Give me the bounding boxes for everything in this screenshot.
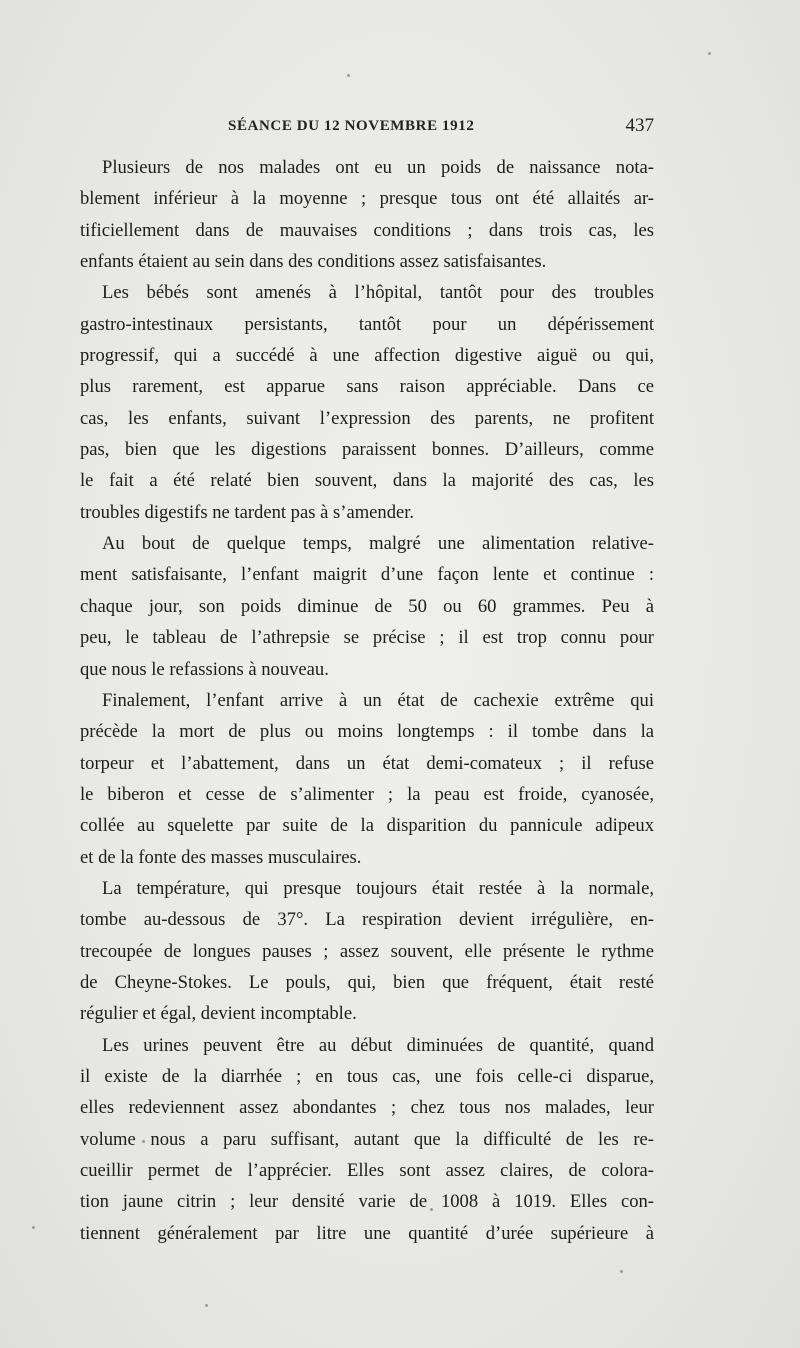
text-line: que nous le refassions à nouveau. <box>80 658 329 680</box>
text-line: Au bout de quelque temps, malgré une alimentation relative- <box>102 533 654 555</box>
text-line: tion jaune citrin ; leur densité varie de 1008 à 1019. Elles con- <box>80 1191 654 1213</box>
text-line: volume nous a paru suffisant, autant que la difficulté de les re- <box>80 1128 654 1150</box>
text-line: blement inférieur à la moyenne ; presque tous ont été allaités ar- <box>80 188 654 210</box>
text-line: il existe de la diarrhée ; en tous cas, une fois celle-ci disparue, <box>80 1065 654 1087</box>
text-line: de Cheyne-Stokes. Le pouls, qui, bien que fréquent, était resté <box>80 971 654 993</box>
text-line: plus rarement, est apparue sans raison appréciable. Dans ce <box>80 376 654 398</box>
text-line: tificiellement dans de mauvaises conditions ; dans trois cas, les <box>80 219 654 241</box>
text-line: tiennent généralement par litre une quantité d’urée supérieure à <box>80 1222 654 1244</box>
text-line: Plusieurs de nos malades ont eu un poids de naissance nota- <box>102 157 654 178</box>
text-line: gastro-intestinaux persistants, tantôt pour un dépérissement <box>80 313 654 335</box>
text-line: le fait a été relaté bien souvent, dans la majorité des cas, les <box>80 470 654 492</box>
text-line: précède la mort de plus ou moins longtemps : il tombe dans la <box>80 721 654 743</box>
text-line: collée au squelette par suite de la disparition du pannicule adipeux <box>80 815 654 837</box>
running-title: SÉANCE DU 12 NOVEMBRE 1912 <box>228 118 475 134</box>
text-line: progressif, qui a succédé à une affection digestive aiguë ou qui, <box>80 345 654 367</box>
text-line: tombe au-dessous de 37°. La respiration devient irrégulière, en- <box>80 909 654 931</box>
text-line: torpeur et l’abattement, dans un état demi-comateux ; il refuse <box>80 752 654 774</box>
running-header <box>80 115 654 144</box>
text-line: La température, qui presque toujours était restée à la normale, <box>102 877 654 899</box>
text-line: peu, le tableau de l’athrepsie se précise ; il est trop connu pour <box>80 627 654 649</box>
body-text <box>80 152 654 1249</box>
text-line: troubles digestifs ne tardent pas à s’amender. <box>80 501 415 523</box>
text-line: pas, bien que les digestions paraissent bonnes. D’ailleurs, comme <box>80 439 654 461</box>
text-line: cas, les enfants, suivant l’expression des parents, ne profitent <box>80 407 654 429</box>
text-line: Les bébés sont amenés à l’hôpital, tantôt pour des troubles <box>102 282 654 304</box>
text-line: le biberon et cesse de s’alimenter ; la peau est froide, cyanosée, <box>80 783 654 805</box>
text-line: Finalement, l’enfant arrive à un état de cachexie extrême qui <box>102 689 654 711</box>
text-line: et de la fonte des masses musculaires. <box>80 846 362 868</box>
text-line: chaque jour, son poids diminue de 50 ou 60 grammes. Peu à <box>80 595 654 617</box>
text-line: Les urines peuvent être au début diminuées de quantité, quand <box>102 1034 654 1056</box>
text-line: enfants étaient au sein dans des conditions assez satisfaisantes. <box>80 251 547 273</box>
text-line: régulier et égal, devient incomptable. <box>80 1003 357 1025</box>
text-line: trecoupée de longues pauses ; assez souvent, elle présente le rythme <box>80 940 654 962</box>
text-line: elles redeviennent assez abondantes ; chez tous nos malades, leur <box>80 1097 654 1119</box>
text-line: cueillir permet de l’apprécier. Elles sont assez claires, de colora- <box>80 1160 654 1181</box>
page-number: 437 <box>625 115 654 136</box>
text-line: ment satisfaisante, l’enfant maigrit d’une façon lente et continue : <box>80 564 654 586</box>
